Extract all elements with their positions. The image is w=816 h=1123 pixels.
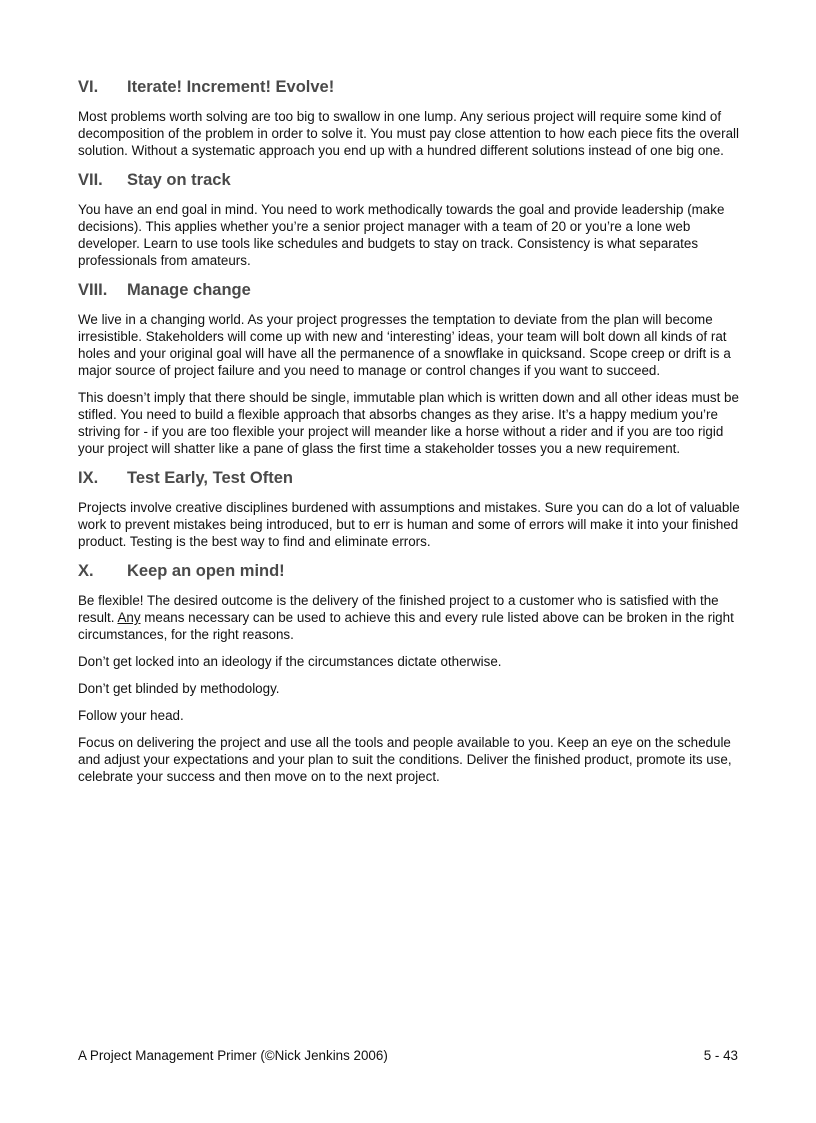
section-ix [78,467,742,550]
paragraph: You have an end goal in mind. You need to work methodically towards the goal and provide leadership (make decisions). This applies whether you’re a senior project manager with a team of 20 or you’re a lone web developer. Learn to use tools like schedules and budgets to stay on track. Consistency is what separates professionals from amateurs. [78,202,725,268]
paragraph: We live in a changing world. As your project progresses the temptation to deviate from the plan will become irresistible. Stakeholders will come up with new and ‘interesting’ ideas, your team will bolt down all kinds of rat holes and your original goal will have all the permanence of a snowflake in quicksand. Scope creep or drift is a major source of project failure and you need to manage or control changes if you want to succeed. [78,312,731,378]
section-number: IX. [78,469,99,487]
underlined-word: Any [117,610,141,625]
page-footer [78,1047,738,1064]
paragraph: This doesn’t imply that there should be single, immutable plan which is written down and all other ideas must be stifled. You need to build a flexible approach that absorbs changes as they arise. It’s a happy medium you’re striving for - if you are too flexible your project will meander like a horse without a rider and if you are too rigid your project will shatter like a pane of glass the first time a stakeholder tosses you a new requirement. [78,390,739,456]
paragraph: Follow your head. [78,708,184,723]
paragraph-text: Be flexible! The desired outcome is the delivery of the finished project to a customer who is satisfied with the result. [78,593,719,625]
section-number: VI. [78,78,99,96]
section-vi [78,76,742,159]
section-heading [78,560,742,582]
section-heading [78,169,742,191]
document-body [78,76,742,795]
section-title: Iterate! Increment! Evolve! [127,78,335,96]
paragraph [78,592,742,643]
page-number: 5 - 43 [703,1048,738,1063]
section-number: VIII. [78,281,108,299]
section-heading [78,467,742,489]
section-vii [78,169,742,269]
paragraph: Most problems worth solving are too big to swallow in one lump. Any serious project will require some kind of decomposition of the problem in order to solve it. You must pay close attention to how each piece fits the overall solution. Without a systematic approach you end up with a hundred different solutions instead of one big one. [78,109,739,158]
paragraph-text: means necessary can be used to achieve this and every rule listed above can be broken in the right circumstances, for the right reasons. [78,610,734,642]
section-title: Test Early, Test Often [127,469,293,487]
paragraph: Don’t get blinded by methodology. [78,681,280,696]
paragraph: Focus on delivering the project and use all the tools and people available to you. Keep an eye on the schedule and adjust your expectations and your plan to suit the conditions. Deliver the finished product, promote its use, celebrate your success and then move on to the next project. [78,735,732,784]
section-number: X. [78,562,94,580]
section-number: VII. [78,171,103,189]
footer-title: A Project Management Primer (©Nick Jenkins 2006) [78,1048,388,1063]
section-heading [78,76,742,98]
section-title: Keep an open mind! [127,562,285,580]
paragraph: Projects involve creative disciplines burdened with assumptions and mistakes. Sure you can do a lot of valuable work to prevent mistakes being introduced, but to err is human and some of errors will make it into your finished product. Testing is the best way to find and eliminate errors. [78,500,740,549]
section-title: Stay on track [127,171,231,189]
paragraph: Don’t get locked into an ideology if the circumstances dictate otherwise. [78,654,502,669]
section-x [78,560,742,785]
section-viii [78,279,742,457]
section-title: Manage change [127,281,251,299]
section-heading [78,279,742,301]
